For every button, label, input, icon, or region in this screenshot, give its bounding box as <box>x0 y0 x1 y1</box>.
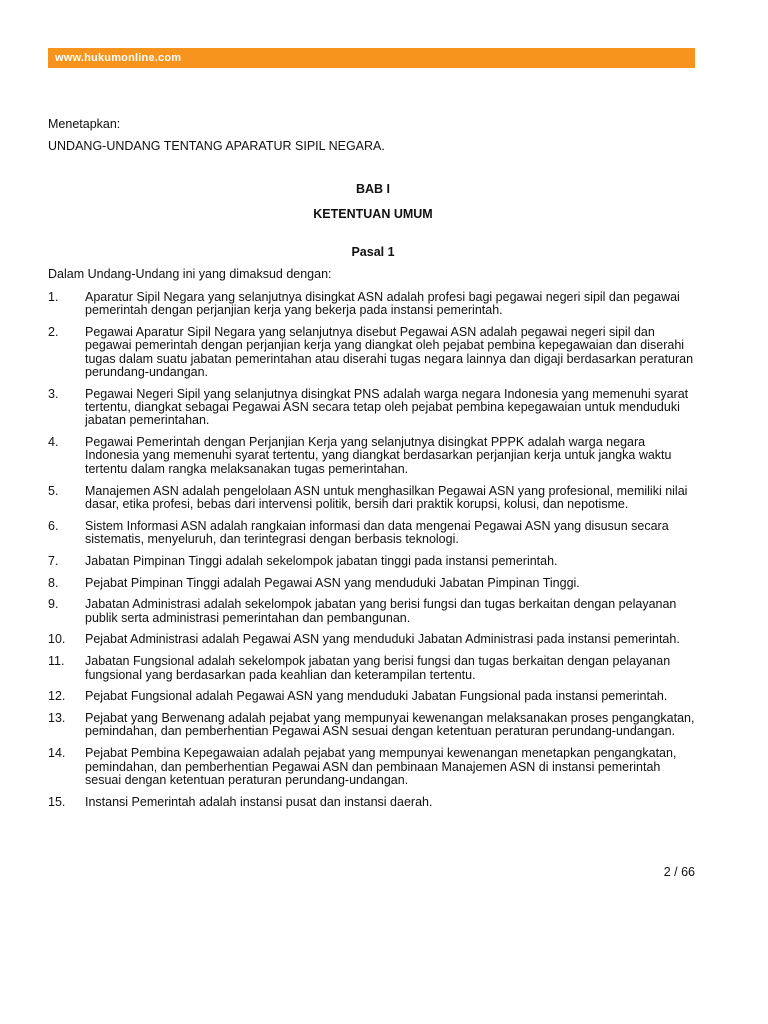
item-text: Manajemen ASN adalah pengelolaan ASN untuk menghasilkan Pegawai ASN yang profesional, memiliki nilai dasar, etika profesi, bebas dari intervensi politik, bersih dari praktik korupsi, kolusi, dan nepotisme. <box>85 483 688 511</box>
item-number: 12. <box>48 689 66 704</box>
list-item <box>48 598 698 625</box>
list-item <box>48 747 698 787</box>
item-number: 11. <box>48 654 65 669</box>
law-title: UNDANG-UNDANG TENTANG APARATUR SIPIL NEGARA. <box>48 139 385 153</box>
item-text: Pegawai Aparatur Sipil Negara yang selanjutnya disebut Pegawai ASN adalah pegawai negeri sipil dan pegawai pemerintah dengan perjanjian kerja yang diangkat oleh pejabat pembina kepegawaian dan diserahi tugas dalam suatu jabatan pemerintahan atau diserahi tugas negara lainnya dan digaji berdasarkan peraturan perundang-undangan. <box>85 325 694 379</box>
chapter-heading: BAB I <box>355 182 391 196</box>
item-text: Pejabat Pembina Kepegawaian adalah pejabat yang mempunyai kewenangan menetapkan pengangkatan, pemindahan, dan pemberhentian Pegawai ASN dan pembinaan Manajemen ASN di instansi pemerintah sesuai dengan ketentuan peraturan perundang-undangan. <box>85 746 677 787</box>
item-number: 8. <box>48 575 59 590</box>
item-number: 7. <box>48 553 59 568</box>
list-item <box>48 326 698 379</box>
list-item <box>48 712 698 739</box>
item-number: 6. <box>48 518 59 533</box>
item-text: Pejabat Fungsional adalah Pegawai ASN yang menduduki Jabatan Fungsional pada instansi pemerintah. <box>85 689 668 704</box>
menetapkan-label: Menetapkan: <box>48 117 121 131</box>
item-text: Sistem Informasi ASN adalah rangkaian informasi dan data mengenai Pegawai ASN yang disusun secara sistematis, menyeluruh, dan terintegrasi dengan berbasis teknologi. <box>85 518 669 546</box>
item-text: Jabatan Administrasi adalah sekelompok jabatan yang berisi fungsi dan tugas berkaitan dengan pelayanan publik serta administrasi pemerintahan dan pembangunan. <box>85 597 677 625</box>
item-number: 10. <box>48 632 66 647</box>
item-number: 2. <box>48 325 59 340</box>
item-number: 1. <box>48 290 59 304</box>
list-item <box>48 436 698 476</box>
item-text: Pejabat yang Berwenang adalah pejabat yang mempunyai kewenangan melaksanakan proses pengangkatan, pemindahan, dan pemberhentian Pegawai ASN sesuai dengan ketentuan peraturan perundang-undangan. <box>85 711 695 739</box>
list-item <box>48 520 698 547</box>
article-heading: Pasal 1 <box>351 245 395 259</box>
item-text: Jabatan Fungsional adalah sekelompok jabatan yang berisi fungsi dan tugas berkaitan dengan pelayanan fungsional yang berdasarkan pada keahlian dan keterampilan tertentu. <box>85 654 671 682</box>
document-body <box>48 117 698 817</box>
item-number: 3. <box>48 386 59 401</box>
list-item <box>48 690 698 703</box>
list-item <box>48 796 698 809</box>
item-number: 15. <box>48 794 66 809</box>
list-item <box>48 485 698 512</box>
article-intro: Dalam Undang-Undang ini yang dimaksud dengan: <box>48 267 332 281</box>
list-item <box>48 388 698 428</box>
item-number: 13. <box>48 711 66 726</box>
list-item <box>48 577 698 590</box>
item-text: Jabatan Pimpinan Tinggi adalah sekelompok jabatan tinggi pada instansi pemerintah. <box>85 553 558 568</box>
item-text: Pejabat Pimpinan Tinggi adalah Pegawai ASN yang menduduki Jabatan Pimpinan Tinggi. <box>85 575 580 590</box>
item-number: 14. <box>48 746 66 761</box>
item-text: Instansi Pemerintah adalah instansi pusat dan instansi daerah. <box>85 794 433 809</box>
item-text: Pegawai Negeri Sipil yang selanjutnya disingkat PNS adalah warga negara Indonesia yang memenuhi syarat tertentu, diangkat sebagai Pegawai ASN secara tetap oleh pejabat pembina kepegawaian untuk menduduki jabatan pemerintahan. <box>85 386 689 428</box>
site-url[interactable]: www.hukumonline.com <box>55 52 182 64</box>
list-item <box>48 633 698 646</box>
list-item <box>48 291 698 318</box>
item-text: Pegawai Pemerintah dengan Perjanjian Kerja yang selanjutnya disingkat PPPK adalah warga negara Indonesia yang memenuhi syarat tertentu, yang diangkat berdasarkan perjanjian kerja untuk jangka waktu tertentu dalam rangka melaksanakan tugas pemerintahan. <box>85 435 672 476</box>
item-text: Pejabat Administrasi adalah Pegawai ASN yang menduduki Jabatan Administrasi pada instansi pemerintah. <box>85 632 680 647</box>
chapter-title: KETENTUAN UMUM <box>313 207 433 221</box>
definitions-list <box>48 291 698 809</box>
page-number: 2 / 66 <box>663 865 695 879</box>
item-number: 9. <box>48 597 59 612</box>
site-header-bar <box>48 48 695 68</box>
list-item <box>48 555 698 568</box>
list-item <box>48 655 698 682</box>
item-text: Aparatur Sipil Negara yang selanjutnya disingkat ASN adalah profesi bagi pegawai negeri sipil dan pegawai pemerintah dengan perjanjian kerja yang bekerja pada instansi pemerintah. <box>85 290 680 318</box>
item-number: 5. <box>48 483 59 498</box>
item-number: 4. <box>48 435 59 450</box>
